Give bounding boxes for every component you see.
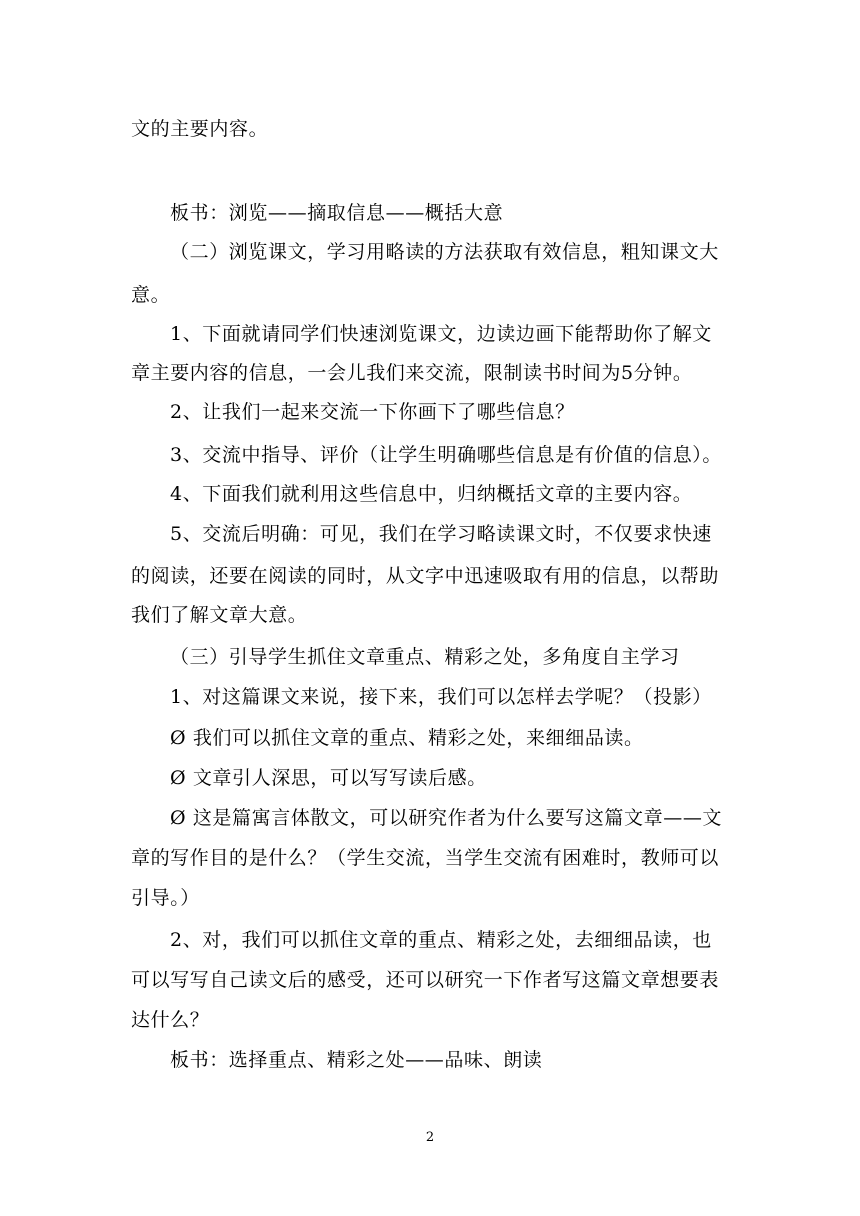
text-line: 2、让我们一起来交流一下你画下了哪些信息？ [170, 401, 575, 423]
text-line: 我们了解文章大意。 [131, 604, 308, 626]
text-line: 1、对这篇课文来说，接下来，我们可以怎样去学呢？（投影） [170, 686, 712, 708]
text-line: 章主要内容的信息，一会儿我们来交流，限制读书时间为5分钟。 [131, 362, 693, 384]
text-line: （二）浏览课文，学习用略读的方法获取有效信息，粗知课文大 [170, 241, 719, 263]
page-number: 2 [425, 1130, 435, 1145]
text-line: Ø 这是篇寓言体散文，可以研究作者为什么要写这篇文章——文 [170, 807, 723, 829]
text-line: 章的写作目的是什么？（学生交流，当学生交流有困难时，教师可以 [131, 847, 720, 869]
text-line: 板书：浏览——摘取信息——概括大意 [170, 202, 504, 224]
text-line: 3、交流中指导、评价（让学生明确哪些信息是有价值的信息）。 [170, 444, 722, 466]
text-line: 2、对，我们可以抓住文章的重点、精彩之处，去细细品读，也 [170, 929, 712, 951]
text-line: 文的主要内容。 [131, 118, 269, 140]
text-line: 意。 [131, 284, 171, 306]
text-line: 达什么？ [131, 1009, 210, 1031]
text-line: 5、交流后明确：可见，我们在学习略读课文时，不仅要求快速 [170, 523, 712, 545]
text-line: 4、下面我们就利用这些信息中，归纳概括文章的主要内容。 [170, 483, 693, 505]
text-line: 引导。） [131, 887, 200, 909]
text-line: （三）引导学生抓住文章重点、精彩之处，多角度自主学习 [170, 646, 680, 668]
text-line: 的阅读，还要在阅读的同时，从文字中迅速吸取有用的信息，以帮助 [131, 565, 720, 587]
text-line: 可以写写自己读文后的感受，还可以研究一下作者写这篇文章想要表 [131, 969, 720, 991]
text-line: 板书：选择重点、精彩之处——品味、朗读 [170, 1049, 543, 1071]
text-line: 1、下面就请同学们快速浏览课文，边读边画下能帮助你了解文 [170, 323, 712, 345]
text-line: Ø 我们可以抓住文章的重点、精彩之处，来细细品读。 [170, 727, 644, 749]
text-line: Ø 文章引人深思，可以写写读后感。 [170, 767, 487, 789]
